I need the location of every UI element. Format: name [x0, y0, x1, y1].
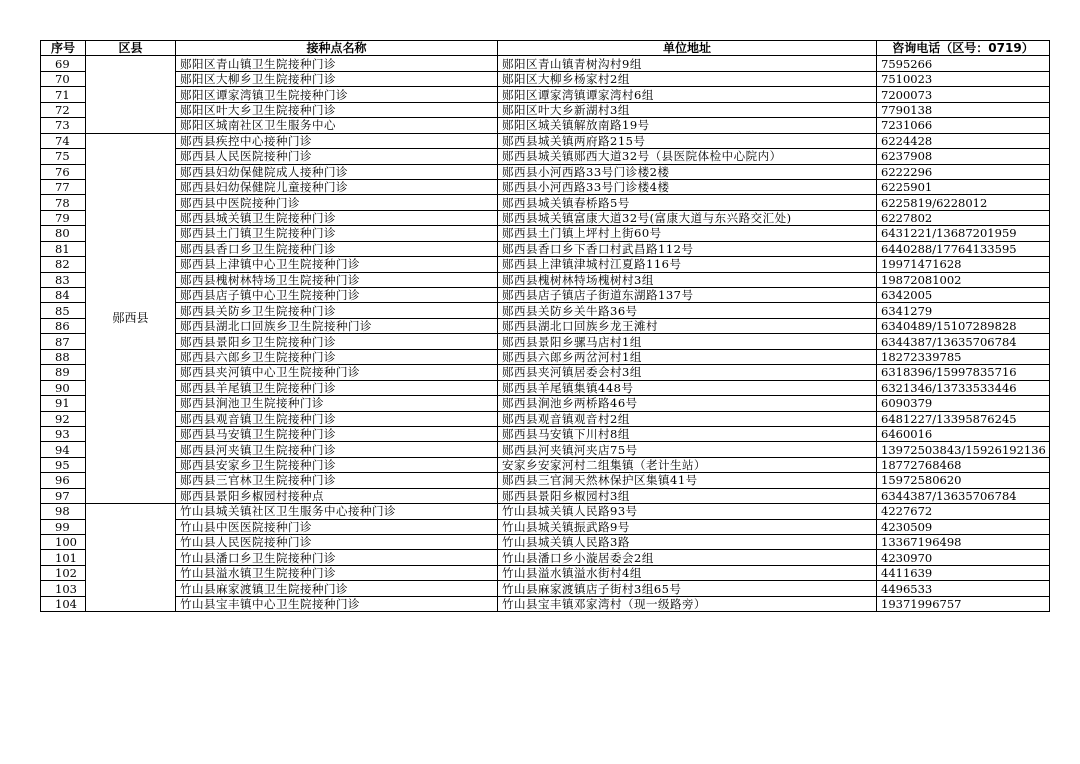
header-phone: 咨询电话（区号：0719）	[877, 41, 1050, 56]
address-cell: 郧西县关防乡关牛路36号	[498, 303, 877, 318]
phone-cell: 6431221/13687201959	[877, 226, 1050, 241]
site-name-cell: 郧西县店子镇中心卫生院接种门诊	[176, 288, 498, 303]
table-row	[41, 519, 1050, 534]
phone-cell: 6090379	[877, 396, 1050, 411]
row-index: 87	[41, 334, 86, 349]
site-name-cell: 郧西县河夹镇卫生院接种门诊	[176, 442, 498, 457]
phone-cell: 7200073	[877, 87, 1050, 102]
phone-cell: 6321346/13733533446	[877, 380, 1050, 395]
phone-cell: 6237908	[877, 149, 1050, 164]
table-row	[41, 565, 1050, 580]
table-row	[41, 596, 1050, 611]
site-name-cell: 郧西县城关镇卫生院接种门诊	[176, 210, 498, 225]
site-name-cell: 郧西县槐树林特场卫生院接种门诊	[176, 272, 498, 287]
table-row	[41, 581, 1050, 596]
table-row	[41, 473, 1050, 488]
row-index: 84	[41, 288, 86, 303]
table-body	[41, 56, 1050, 612]
phone-cell: 4411639	[877, 565, 1050, 580]
header-county: 区县	[86, 41, 176, 56]
address-cell: 竹山县城关镇振武路9号	[498, 519, 877, 534]
address-cell: 郧西县三官洞天然林保护区集镇41号	[498, 473, 877, 488]
site-name-cell: 郧西县马安镇卫生院接种门诊	[176, 426, 498, 441]
county-cell	[86, 56, 176, 133]
phone-cell: 7231066	[877, 118, 1050, 133]
site-name-cell: 郧阳区谭家湾镇卫生院接种门诊	[176, 87, 498, 102]
site-name-cell: 郧西县涧池卫生院接种门诊	[176, 396, 498, 411]
site-name-cell: 郧阳区青山镇卫生院接种门诊	[176, 56, 498, 71]
table-row	[41, 457, 1050, 472]
table-row	[41, 334, 1050, 349]
phone-cell: 13367196498	[877, 535, 1050, 550]
table-row	[41, 102, 1050, 117]
table-row	[41, 118, 1050, 133]
row-index: 80	[41, 226, 86, 241]
phone-cell: 7790138	[877, 102, 1050, 117]
address-cell: 郧西县店子镇店子街道东湖路137号	[498, 288, 877, 303]
table-row	[41, 303, 1050, 318]
table-row	[41, 504, 1050, 519]
site-name-cell: 郧西县妇幼保健院成人接种门诊	[176, 164, 498, 179]
address-cell: 郧阳区谭家湾镇谭家湾村6组	[498, 87, 877, 102]
address-cell: 郧西县夹河镇居委会村3组	[498, 365, 877, 380]
address-cell: 竹山县潘口乡小漩居委会2组	[498, 550, 877, 565]
address-cell: 郧西县观音镇观音村2组	[498, 411, 877, 426]
phone-cell: 6440288/17764133595	[877, 241, 1050, 256]
address-cell: 郧西县上津镇津城村江夏路116号	[498, 257, 877, 272]
row-index: 91	[41, 396, 86, 411]
site-name-cell: 郧西县三官林卫生院接种门诊	[176, 473, 498, 488]
row-index: 103	[41, 581, 86, 596]
county-cell: 郧西县	[86, 133, 176, 504]
site-name-cell: 竹山县溢水镇卫生院接种门诊	[176, 565, 498, 580]
table-row	[41, 226, 1050, 241]
site-name-cell: 郧西县中医院接种门诊	[176, 195, 498, 210]
table-row	[41, 164, 1050, 179]
table-row	[41, 272, 1050, 287]
site-name-cell: 郧西县香口乡卫生院接种门诊	[176, 241, 498, 256]
phone-cell: 7510023	[877, 71, 1050, 86]
table-row	[41, 195, 1050, 210]
address-cell: 郧西县城关镇郧西大道32号（县医院体检中心院内）	[498, 149, 877, 164]
address-cell: 郧阳区叶大乡新湖村3组	[498, 102, 877, 117]
address-cell: 郧西县槐树林特场槐树村3组	[498, 272, 877, 287]
site-name-cell: 竹山县城关镇社区卫生服务中心接种门诊	[176, 504, 498, 519]
address-cell: 郧西县城关镇春桥路5号	[498, 195, 877, 210]
site-name-cell: 郧阳区大柳乡卫生院接种门诊	[176, 71, 498, 86]
site-name-cell: 郧西县观音镇卫生院接种门诊	[176, 411, 498, 426]
site-name-cell: 郧西县关防乡卫生院接种门诊	[176, 303, 498, 318]
phone-cell: 6225819/6228012	[877, 195, 1050, 210]
phone-cell: 19371996757	[877, 596, 1050, 611]
county-cell	[86, 504, 176, 612]
address-cell: 竹山县麻家渡镇店子街村3组65号	[498, 581, 877, 596]
site-name-cell: 郧阳区城南社区卫生服务中心	[176, 118, 498, 133]
phone-cell: 6460016	[877, 426, 1050, 441]
address-cell: 郧西县景阳乡骡马店村1组	[498, 334, 877, 349]
address-cell: 竹山县溢水镇溢水街村4组	[498, 565, 877, 580]
row-index: 83	[41, 272, 86, 287]
address-cell: 郧阳区青山镇青树沟村9组	[498, 56, 877, 71]
site-name-cell: 竹山县宝丰镇中心卫生院接种门诊	[176, 596, 498, 611]
address-cell: 竹山县宝丰镇邓家湾村（现一级路旁）	[498, 596, 877, 611]
phone-cell: 19872081002	[877, 272, 1050, 287]
site-name-cell: 郧西县安家乡卫生院接种门诊	[176, 457, 498, 472]
phone-cell: 6341279	[877, 303, 1050, 318]
row-index: 89	[41, 365, 86, 380]
address-cell: 郧西县湖北口回族乡龙王滩村	[498, 318, 877, 333]
table-row	[41, 71, 1050, 86]
table-row	[41, 56, 1050, 71]
site-name-cell: 郧西县湖北口回族乡卫生院接种门诊	[176, 318, 498, 333]
header-site-name: 接种点名称	[176, 41, 498, 56]
site-name-cell: 郧西县六郎乡卫生院接种门诊	[176, 349, 498, 364]
table-row	[41, 349, 1050, 364]
site-name-cell: 郧西县羊尾镇卫生院接种门诊	[176, 380, 498, 395]
row-index: 77	[41, 179, 86, 194]
site-name-cell: 竹山县人民医院接种门诊	[176, 535, 498, 550]
table-row	[41, 488, 1050, 503]
site-name-cell: 郧西县夹河镇中心卫生院接种门诊	[176, 365, 498, 380]
table-row	[41, 288, 1050, 303]
phone-cell: 18772768468	[877, 457, 1050, 472]
row-index: 104	[41, 596, 86, 611]
table-row	[41, 535, 1050, 550]
row-index: 102	[41, 565, 86, 580]
row-index: 96	[41, 473, 86, 488]
row-index: 71	[41, 87, 86, 102]
phone-cell: 6340489/15107289828	[877, 318, 1050, 333]
row-index: 86	[41, 318, 86, 333]
table-row	[41, 257, 1050, 272]
address-cell: 竹山县城关镇人民路3路	[498, 535, 877, 550]
table-row	[41, 179, 1050, 194]
table-row	[41, 411, 1050, 426]
site-name-cell: 郧西县疾控中心接种门诊	[176, 133, 498, 148]
header-index: 序号	[41, 41, 86, 56]
row-index: 78	[41, 195, 86, 210]
table-row	[41, 149, 1050, 164]
row-index: 79	[41, 210, 86, 225]
site-name-cell: 郧西县景阳乡卫生院接种门诊	[176, 334, 498, 349]
row-index: 69	[41, 56, 86, 71]
row-index: 88	[41, 349, 86, 364]
site-name-cell: 郧西县景阳乡椒园村接种点	[176, 488, 498, 503]
phone-cell: 7595266	[877, 56, 1050, 71]
address-cell: 郧西县六郎乡两岔河村1组	[498, 349, 877, 364]
table-header-row	[41, 41, 1050, 56]
row-index: 90	[41, 380, 86, 395]
table-row	[41, 365, 1050, 380]
site-name-cell: 郧西县妇幼保健院儿童接种门诊	[176, 179, 498, 194]
phone-cell: 19971471628	[877, 257, 1050, 272]
row-index: 72	[41, 102, 86, 117]
row-index: 76	[41, 164, 86, 179]
phone-cell: 4496533	[877, 581, 1050, 596]
row-index: 74	[41, 133, 86, 148]
row-index: 93	[41, 426, 86, 441]
row-index: 99	[41, 519, 86, 534]
phone-cell: 6225901	[877, 179, 1050, 194]
phone-cell: 6222296	[877, 164, 1050, 179]
phone-cell: 6224428	[877, 133, 1050, 148]
row-index: 97	[41, 488, 86, 503]
row-index: 73	[41, 118, 86, 133]
row-index: 81	[41, 241, 86, 256]
phone-cell: 18272339785	[877, 349, 1050, 364]
phone-cell: 6344387/13635706784	[877, 334, 1050, 349]
row-index: 75	[41, 149, 86, 164]
row-index: 85	[41, 303, 86, 318]
site-name-cell: 郧西县人民医院接种门诊	[176, 149, 498, 164]
address-cell: 郧阳区城关镇解放南路19号	[498, 118, 877, 133]
table-row	[41, 133, 1050, 148]
header-address: 单位地址	[498, 41, 877, 56]
address-cell: 郧阳区大柳乡杨家村2组	[498, 71, 877, 86]
row-index: 101	[41, 550, 86, 565]
phone-cell: 6227802	[877, 210, 1050, 225]
address-cell: 郧西县城关镇两府路215号	[498, 133, 877, 148]
table-row	[41, 210, 1050, 225]
address-cell: 郧西县小河西路33号门诊楼2楼	[498, 164, 877, 179]
table-row	[41, 318, 1050, 333]
phone-cell: 6481227/13395876245	[877, 411, 1050, 426]
phone-cell: 15972580620	[877, 473, 1050, 488]
address-cell: 竹山县城关镇人民路93号	[498, 504, 877, 519]
address-cell: 郧西县羊尾镇集镇448号	[498, 380, 877, 395]
address-cell: 郧西县城关镇富康大道32号(富康大道与东兴路交汇处)	[498, 210, 877, 225]
phone-cell: 4230509	[877, 519, 1050, 534]
table-row	[41, 87, 1050, 102]
phone-cell: 4230970	[877, 550, 1050, 565]
row-index: 94	[41, 442, 86, 457]
site-name-cell: 竹山县潘口乡卫生院接种门诊	[176, 550, 498, 565]
address-cell: 郧西县河夹镇河夹店75号	[498, 442, 877, 457]
phone-cell: 13972503843/15926192136	[877, 442, 1050, 457]
site-name-cell: 竹山县麻家渡镇卫生院接种门诊	[176, 581, 498, 596]
site-name-cell: 郧阳区叶大乡卫生院接种门诊	[176, 102, 498, 117]
row-index: 92	[41, 411, 86, 426]
address-cell: 郧西县土门镇上坪村上街60号	[498, 226, 877, 241]
vaccination-sites-table	[40, 40, 1050, 612]
phone-cell: 6318396/15997835716	[877, 365, 1050, 380]
address-cell: 郧西县小河西路33号门诊楼4楼	[498, 179, 877, 194]
row-index: 82	[41, 257, 86, 272]
row-index: 95	[41, 457, 86, 472]
site-name-cell: 郧西县土门镇卫生院接种门诊	[176, 226, 498, 241]
table-row	[41, 241, 1050, 256]
site-name-cell: 郧西县上津镇中心卫生院接种门诊	[176, 257, 498, 272]
table-row	[41, 426, 1050, 441]
table-row	[41, 380, 1050, 395]
phone-cell: 4227672	[877, 504, 1050, 519]
address-cell: 郧西县香口乡下香口村武昌路112号	[498, 241, 877, 256]
row-index: 70	[41, 71, 86, 86]
address-cell: 郧西县涧池乡两桥路46号	[498, 396, 877, 411]
table-row	[41, 396, 1050, 411]
table-row	[41, 442, 1050, 457]
row-index: 98	[41, 504, 86, 519]
address-cell: 郧西县景阳乡椒园村3组	[498, 488, 877, 503]
phone-cell: 6344387/13635706784	[877, 488, 1050, 503]
table-row	[41, 550, 1050, 565]
address-cell: 安家乡安家河村二组集镇（老计生站）	[498, 457, 877, 472]
phone-cell: 6342005	[877, 288, 1050, 303]
row-index: 100	[41, 535, 86, 550]
site-name-cell: 竹山县中医医院接种门诊	[176, 519, 498, 534]
address-cell: 郧西县马安镇下川村8组	[498, 426, 877, 441]
